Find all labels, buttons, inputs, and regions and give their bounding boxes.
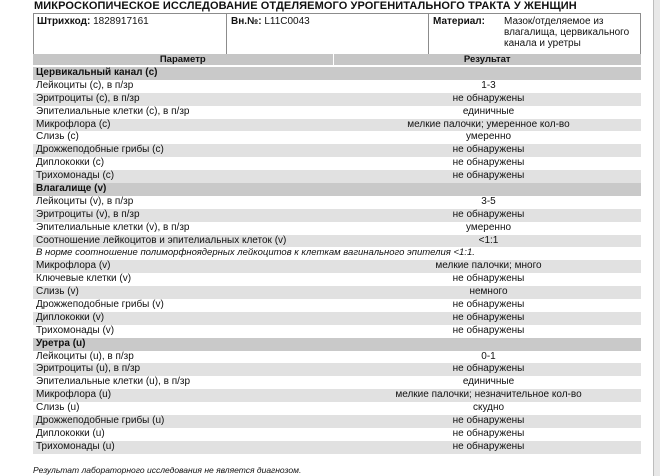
parameter-cell: Микрофлора (c) [36,118,111,130]
table-row [33,325,641,338]
result-cell: не обнаружены [452,311,525,323]
result-cell: мелкие палочки; много [435,260,542,272]
table-row [33,106,641,119]
result-cell: <1:1 [478,234,499,246]
section-header [33,67,641,80]
parameter-cell: Диплококки (c) [36,157,105,169]
page-edge [654,0,660,476]
table-row [33,93,641,106]
results-table [33,67,641,454]
parameter-cell: Эритроциты (u), в п/зр [36,363,141,375]
result-cell: мелкие палочки; умеренное кол-во [407,118,570,130]
table-row [33,80,641,93]
result-cell: не обнаружены [452,157,525,169]
report-title: МИКРОСКОПИЧЕСКОЕ ИССЛЕДОВАНИЕ ОТДЕЛЯЕМОГО УРОГЕНИТАЛЬНОГО ТРАКТА У ЖЕНЩИН [34,0,577,12]
material-value: Мазок/отделяемое из влагалища, цервикального канала и уретры [504,16,630,49]
parameter-cell: Эпителиальные клетки (v), в п/зр [36,221,190,233]
result-cell: не обнаружены [452,299,525,311]
barcode-value: 1828917161 [93,16,149,27]
column-header-parameter: Параметр [159,54,206,65]
parameter-cell: Уретра (u) [36,337,86,349]
internal-number-label: Вн.№: [231,16,262,27]
table-row [33,260,641,273]
result-cell: умеренно [465,131,512,143]
parameter-cell: Слизь (u) [36,402,80,414]
parameter-cell: Соотношение лейкоцитов и эпителиальных клеток (v) [36,234,287,246]
parameter-cell: Ключевые клетки (v) [36,273,132,285]
result-cell: не обнаружены [452,415,525,427]
result-cell: не обнаружены [452,208,525,220]
material-box [429,13,641,58]
table-row [33,144,641,157]
table-row [33,363,641,376]
table-row [33,170,641,183]
result-cell: не обнаружены [452,440,525,452]
result-cell: не обнаружены [452,144,525,156]
barcode-label: Штрихкод: [37,16,91,27]
table-row [33,351,641,364]
internal-number-value: L11C0043 [264,16,310,27]
column-header-result: Результат [333,54,642,65]
table-row [33,235,641,248]
parameter-cell: Диплококки (u) [36,427,105,439]
parameter-cell: Эпителиальные клетки (u), в п/зр [36,376,191,388]
result-cell: не обнаружены [452,273,525,285]
result-cell: умеренно [465,221,512,233]
internal-number-box [227,13,429,58]
result-cell: не обнаружены [452,92,525,104]
table-row [33,312,641,325]
parameter-cell: Лейкоциты (v), в п/зр [36,195,134,207]
table-row [33,222,641,235]
table-row [33,286,641,299]
parameter-cell: Трихомонады (u) [36,440,115,452]
parameter-cell: Влагалище (v) [36,183,107,195]
parameter-cell: Трихомонады (c) [36,170,115,182]
table-row [33,299,641,312]
result-cell: единичные [462,376,515,388]
result-cell: 1-3 [481,79,496,91]
table-row [33,196,641,209]
table-header [33,54,641,65]
table-row [33,389,641,402]
parameter-cell: Дрожжеподобные грибы (c) [36,144,164,156]
result-cell: мелкие палочки; незначительное кол-во [395,389,582,401]
table-row [33,131,641,144]
result-cell: не обнаружены [452,363,525,375]
parameter-cell: Лейкоциты (c), в п/зр [36,79,134,91]
table-row [33,119,641,132]
table-row [33,376,641,389]
parameter-cell: Диплококки (v) [36,311,105,323]
table-row [33,157,641,170]
parameter-cell: В норме соотношение полиморфноядерных лейкоцитов к клеткам вагинального эпителия <1:1. [36,247,475,259]
result-cell: не обнаружены [452,427,525,439]
table-row [33,428,641,441]
section-header [33,183,641,196]
result-cell: немного [469,286,508,298]
parameter-cell: Лейкоциты (u), в п/зр [36,350,134,362]
table-row [33,209,641,222]
parameter-cell: Цервикальный канал (c) [36,67,158,78]
section-header [33,338,641,351]
result-cell: не обнаружены [452,170,525,182]
table-row [33,273,641,286]
result-cell: 3-5 [481,195,496,207]
material-label: Материал: [433,16,485,27]
parameter-cell: Дрожжеподобные грибы (u) [36,415,165,427]
parameter-cell: Эритроциты (c), в п/зр [36,92,140,104]
result-cell: 0-1 [481,350,496,362]
parameter-cell: Слизь (c) [36,131,79,143]
parameter-cell: Эритроциты (v), в п/зр [36,208,140,220]
parameter-cell: Слизь (v) [36,286,79,298]
table-row [33,415,641,428]
parameter-cell: Микрофлора (v) [36,260,111,272]
parameter-cell: Трихомонады (v) [36,324,115,336]
disclaimer: Результат лабораторного исследования не является диагнозом. [33,465,302,475]
parameter-cell: Эпителиальные клетки (c), в п/зр [36,105,190,117]
result-cell: скудно [472,402,505,414]
parameter-cell: Микрофлора (u) [36,389,112,401]
table-row [33,402,641,415]
table-note [33,247,641,260]
table-row [33,441,641,454]
parameter-cell: Дрожжеподобные грибы (v) [36,299,164,311]
barcode-box [33,13,227,58]
result-cell: не обнаружены [452,324,525,336]
result-cell: единичные [462,105,515,117]
